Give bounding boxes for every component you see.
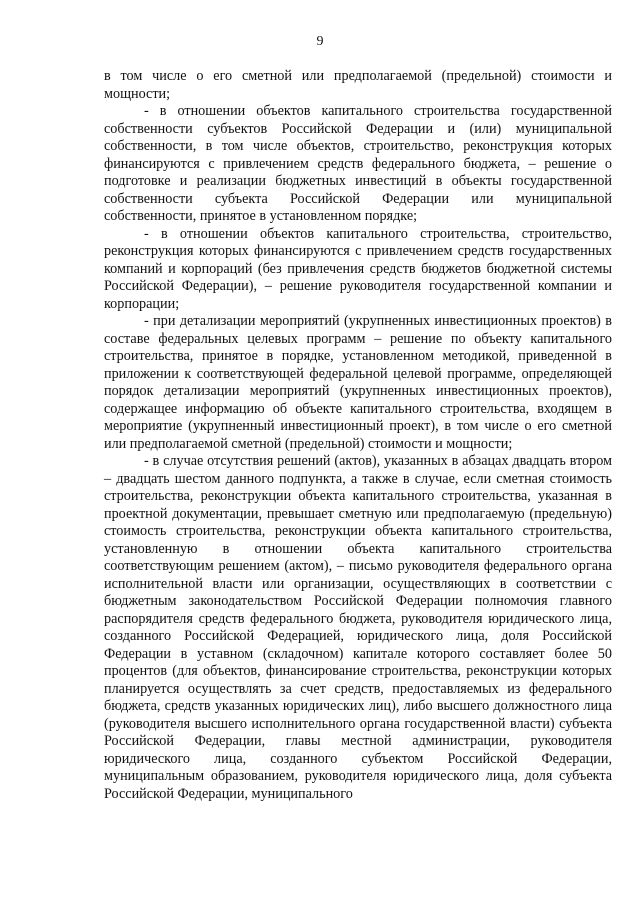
paragraph-state-companies: - в отношении объектов капитального строительства, строительство, реконструкция которых финансируются с привлечением средств государственных компаний и корпораций (без привлечения средств бюджетов бюджетной системы Российской Федерации), – решение руководителя государственной компании и корпорации; xyxy=(104,225,612,312)
document-body xyxy=(104,68,612,803)
page-number: 9 xyxy=(316,34,324,49)
paragraph-continuation: в том числе о его сметной или предполагаемой (предельной) стоимости и мощности; xyxy=(104,68,612,102)
paragraph-absence-of-decisions: - в случае отсутствия решений (актов), указанных в абзацах двадцать втором – двадцать шестом данного подпункта, а также в случае, если сметная стоимость строительства, реконструкции объекта капитального строительства, указанная в проектной документации, превышает сметную или предполагаемую (предельную) стоимость строительства, реконструкции объекта капитального строительства, установленную в отношении объекта капитального строительства соответствующим решением (актом), – письмо руководителя федерального органа исполнительной власти или организации, осуществляющих в соответствии с бюджетным законодательством Российской Федерации полномочия главного распорядителя средств федерального бюджета, руководителя юридического лица, созданного Российской Федерацией, юридического лица, доля Российской Федерации в уставном (складочном) капитале которого составляет более 50 процентов (для объектов, финансирование строительства, реконструкции которых планируется осуществлять за счет средств, предоставляемых из федерального бюджета, средств указанных юридических лиц), либо высшего должностного лица (руководителя высшего исполнительного органа государственной власти) субъекта Российской Федерации, главы местной администрации, руководителя юридического лица, созданного субъектом Российской Федерации, муниципальным образованием, руководителя юридического лица, доля субъекта Российской Федерации, муниципального xyxy=(104,453,612,802)
paragraph-regional-municipal-property: - в отношении объектов капитального строительства государственной собственности субъектов Российской Федерации и (или) муниципальной собственности, в том числе объектов, строительство, реконструкция которых финансируются с привлечением средств федерального бюджета, – решение о подготовке и реализации бюджетных инвестиций в объекты государственной собственности субъекта Российской Федерации или муниципальной собственности, принятое в установленном порядке; xyxy=(104,103,612,224)
paragraph-federal-target-programs: - при детализации мероприятий (укрупненных инвестиционных проектов) в составе федеральных целевых программ – решение по объекту капитального строительства, принятое в порядке, установленном методикой, приведенной в приложении к соответствующей федеральной целевой программе, определяющей порядок детализации мероприятий (укрупненных инвестиционных проектов), содержащее информацию об объекте капитального строительства, входящем в мероприятие (укрупненный инвестиционный проект), в том числе о его сметной или предполагаемой сметной (предельной) стоимости и мощности; xyxy=(104,313,612,452)
